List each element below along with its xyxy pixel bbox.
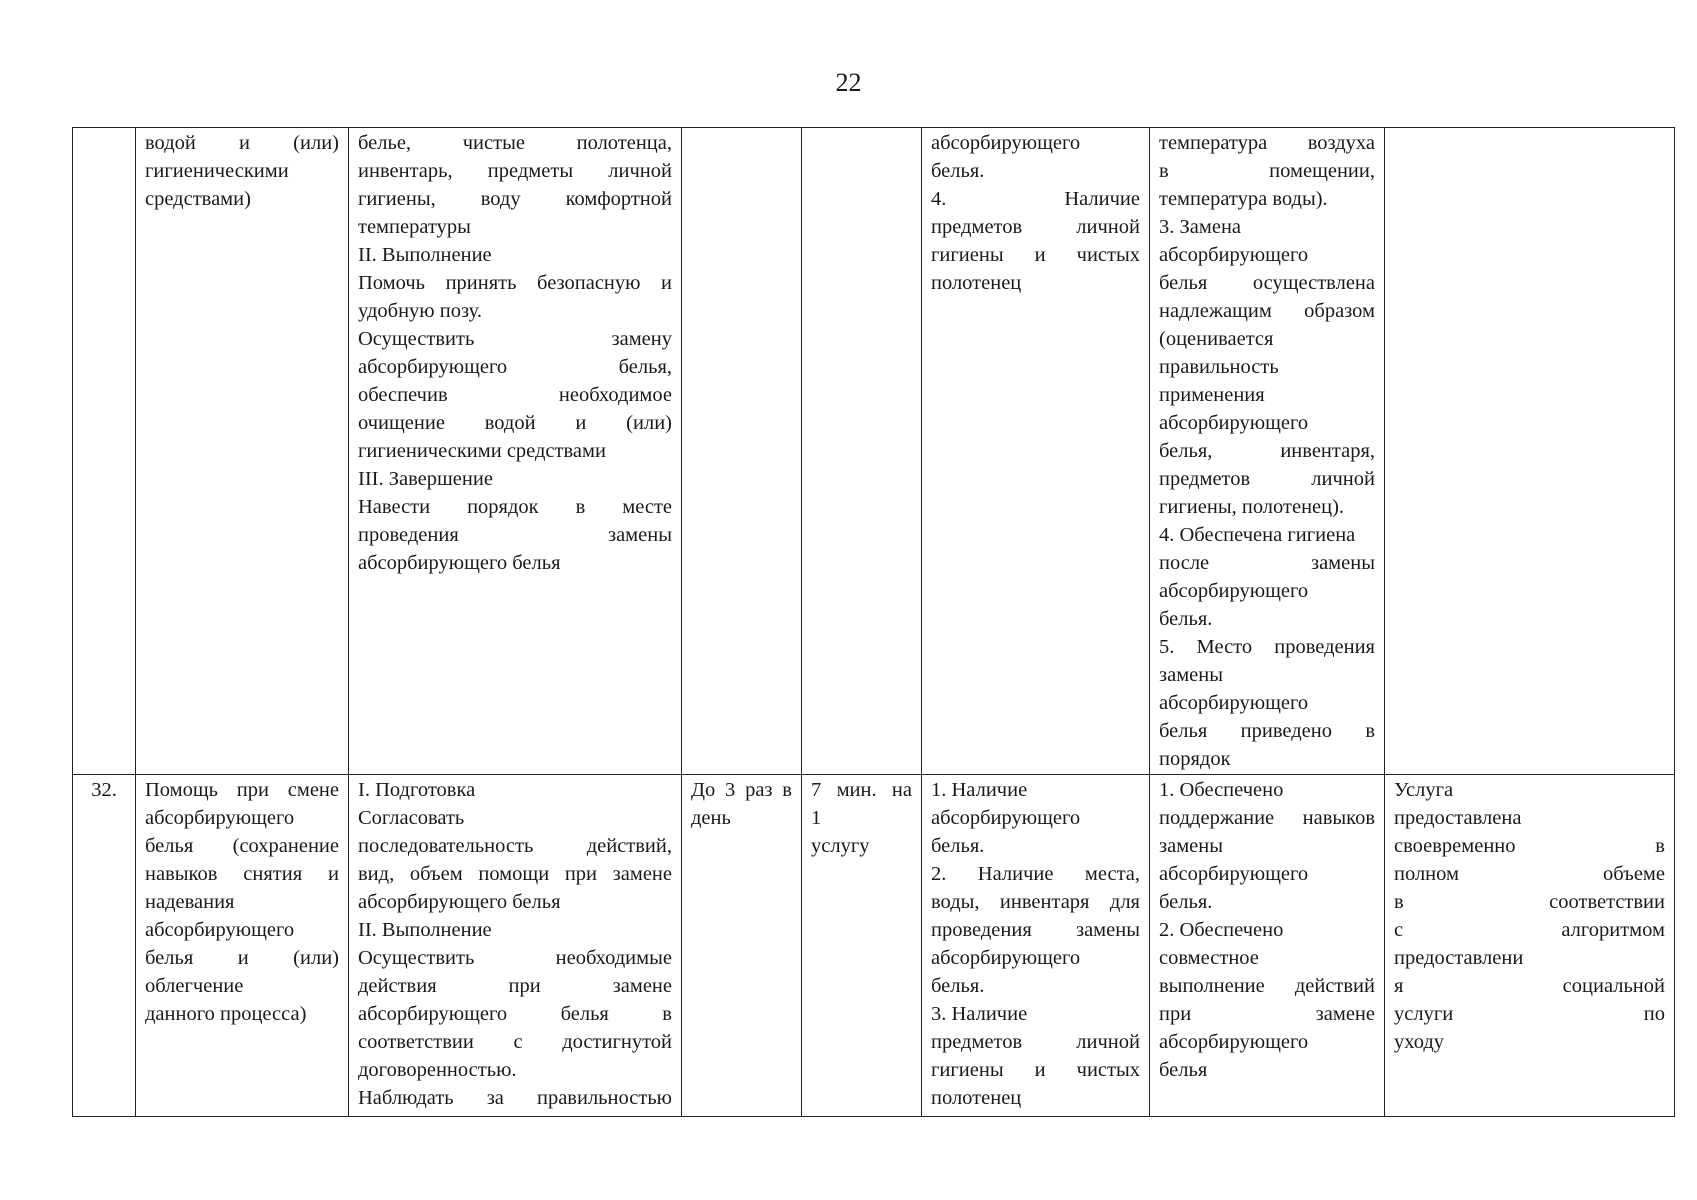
cell-text-line: абсорбирующего белья в	[358, 1003, 672, 1025]
cell-text-line: водой и (или)	[145, 132, 339, 154]
cell-text-line: предметов личной	[931, 1031, 1140, 1053]
cell-text-line: договоренностью.	[358, 1059, 517, 1081]
cell-text-line: II. Выполнение	[358, 244, 492, 266]
cell-text-line: Навести порядок в месте	[358, 496, 672, 518]
cell-procedure	[349, 128, 682, 775]
cell-text-line: в помещении,	[1159, 160, 1375, 182]
cell-text-line: Помощь при смене	[145, 779, 339, 801]
cell-text-line: облегчение	[145, 975, 244, 997]
cell-conditions	[922, 775, 1150, 1117]
cell-text-line: абсорбирующего	[931, 807, 1081, 829]
cell-text-line: полном объеме	[1394, 863, 1665, 885]
cell-text-line: 1. Наличие	[931, 779, 1028, 801]
cell-text-line: проведения замены	[931, 919, 1140, 941]
cell-text-line: проведения замены	[358, 524, 672, 546]
cell-text-line: 3. Наличие	[931, 1003, 1028, 1025]
cell-text-line: вид, объем помощи при замене	[358, 863, 672, 885]
cell-text-line: гигиены, воду комфортной	[358, 188, 672, 210]
cell-text-line: предметов личной	[931, 216, 1140, 238]
table-row	[73, 128, 1675, 775]
cell-text-line: данного процесса)	[145, 1003, 307, 1025]
cell-number: 32.	[73, 775, 136, 1117]
cell-text-line: До 3 раз в	[691, 779, 792, 801]
cell-text-line: белья, инвентаря,	[1159, 440, 1375, 462]
cell-text-line: I. Подготовка	[358, 779, 476, 801]
cell-text-line: белья.	[1159, 891, 1213, 913]
cell-text-line: день	[691, 807, 731, 829]
cell-text-line: полотенец	[931, 1087, 1022, 1109]
cell-text-line: предоставлени	[1394, 947, 1524, 969]
cell-text-line: Согласовать	[358, 807, 465, 829]
cell-text-line: соответствии с достигнутой	[358, 1031, 672, 1053]
cell-text-line: абсорбирующего белья	[358, 552, 561, 574]
cell-text-line: (оценивается	[1159, 328, 1274, 350]
cell-text-line: предоставлена	[1394, 807, 1522, 829]
page-number: 22	[835, 68, 862, 97]
cell-text-line: гигиеническими	[145, 160, 289, 182]
cell-text-line: Осуществить необходимые	[358, 947, 672, 969]
cell-conditions	[922, 128, 1150, 775]
cell-text-line: абсорбирующего	[931, 947, 1081, 969]
cell-frequency	[682, 775, 802, 1117]
cell-text-line: воды, инвентаря для	[931, 891, 1140, 913]
cell-text-line: действия при замене	[358, 975, 672, 997]
cell-text-line: навыков снятия и	[145, 863, 339, 885]
cell-text-line: уходу	[1394, 1031, 1445, 1053]
cell-text-line: выполнение действий	[1159, 975, 1375, 997]
cell-text-line: я социальной	[1394, 975, 1665, 997]
cell-text-line: абсорбирующего белья,	[358, 356, 672, 378]
cell-text-line: белья.	[931, 160, 985, 182]
cell-text-line: удобную позу.	[358, 300, 482, 322]
cell-text-line: абсорбирующего	[1159, 1031, 1309, 1053]
cell-text-line: применения	[1159, 384, 1265, 406]
cell-text-line: очищение водой и (или)	[358, 412, 672, 434]
cell-text-line: абсорбирующего	[145, 807, 295, 829]
cell-text-line: 5. Место проведения	[1159, 636, 1375, 658]
cell-text-line: при замене	[1159, 1003, 1375, 1025]
cell-text-line: абсорбирующего	[1159, 863, 1309, 885]
cell-evaluation	[1385, 775, 1675, 1117]
cell-text-line: в соответствии	[1394, 891, 1665, 913]
cell-frequency	[682, 128, 802, 775]
cell-text-line: 3. Замена	[1159, 216, 1242, 238]
cell-text-line: белья.	[1159, 608, 1213, 630]
cell-procedure	[349, 775, 682, 1117]
cell-text-line: абсорбирующего	[145, 919, 295, 941]
cell-text-line: белья	[1159, 1059, 1208, 1081]
cell-text-line: своевременно в	[1394, 835, 1665, 857]
cell-text-line: 2. Обеспечено	[1159, 919, 1284, 941]
cell-text-line: температуры	[358, 216, 471, 238]
cell-text-line: белья и (или)	[145, 947, 339, 969]
cell-text-line: 2. Наличие места,	[931, 863, 1140, 885]
cell-text-line: абсорбирующего	[1159, 412, 1309, 434]
cell-duration	[802, 775, 922, 1117]
cell-text-line: абсорбирующего	[1159, 580, 1309, 602]
cell-quality-indicators	[1150, 128, 1385, 775]
cell-text-line: абсорбирующего	[1159, 692, 1309, 714]
cell-text-line: белья.	[931, 975, 985, 997]
cell-text-line: белье, чистые полотенца,	[358, 132, 672, 154]
services-table	[72, 127, 1675, 1117]
cell-text-line: 4. Обеспечена гигиена	[1159, 524, 1356, 546]
cell-text-line: Наблюдать за правильностью	[358, 1087, 672, 1109]
cell-text-line: после замены	[1159, 552, 1375, 574]
cell-text-line: гигиены, полотенец).	[1159, 496, 1345, 518]
cell-text-line: услугу	[811, 835, 870, 857]
cell-text-line: совместное	[1159, 947, 1259, 969]
cell-text-line: предметов личной	[1159, 468, 1375, 490]
cell-text-line: 1. Обеспечено	[1159, 779, 1284, 801]
cell-text-line: инвентарь, предметы личной	[358, 160, 672, 182]
cell-text-line: температура воды).	[1159, 188, 1328, 210]
cell-text-line: обеспечив необходимое	[358, 384, 672, 406]
cell-text-line: гигиены и чистых	[931, 1059, 1140, 1081]
table-row	[73, 775, 1675, 1117]
cell-text-line: гигиеническими средствами	[358, 440, 606, 462]
cell-text-line: Услуга	[1394, 779, 1454, 801]
cell-text-line: замены	[1159, 835, 1224, 857]
cell-text-line: надевания	[145, 891, 235, 913]
cell-text-line: 1	[811, 807, 822, 829]
cell-text-line: порядок	[1159, 748, 1231, 770]
cell-quality-indicators	[1150, 775, 1385, 1117]
cell-text-line: полотенец	[931, 272, 1022, 294]
cell-text-line: II. Выполнение	[358, 919, 492, 941]
cell-text-line: температура воздуха	[1159, 132, 1375, 154]
cell-text-line: III. Завершение	[358, 468, 493, 490]
cell-text-line: средствами)	[145, 188, 251, 210]
cell-number	[73, 128, 136, 775]
cell-text-line: с алгоритмом	[1394, 919, 1665, 941]
cell-evaluation	[1385, 128, 1675, 775]
cell-duration	[802, 128, 922, 775]
cell-text-line: абсорбирующего	[1159, 244, 1309, 266]
cell-text-line: белья (сохранение	[145, 835, 339, 857]
cell-text-line: 7 мин. на	[811, 779, 912, 801]
cell-text-line: белья приведено в	[1159, 720, 1375, 742]
cell-text-line: услуги по	[1394, 1003, 1665, 1025]
cell-text-line: абсорбирующего белья	[358, 891, 561, 913]
cell-text-line: абсорбирующего	[931, 132, 1081, 154]
cell-text-line: надлежащим образом	[1159, 300, 1375, 322]
cell-text-line: поддержание навыков	[1159, 807, 1375, 829]
cell-text-line: Помочь принять безопасную и	[358, 272, 672, 294]
cell-service-name	[136, 128, 349, 775]
cell-text-line: белья осуществлена	[1159, 272, 1375, 294]
cell-text-line: белья.	[931, 835, 985, 857]
cell-service-name	[136, 775, 349, 1117]
cell-text-line: 4. Наличие	[931, 188, 1140, 210]
cell-text-line: правильность	[1159, 356, 1279, 378]
cell-text-line: последовательность действий,	[358, 835, 672, 857]
cell-text-line: Осуществить замену	[358, 328, 672, 350]
cell-text-line: замены	[1159, 664, 1224, 686]
cell-text-line: гигиены и чистых	[931, 244, 1140, 266]
